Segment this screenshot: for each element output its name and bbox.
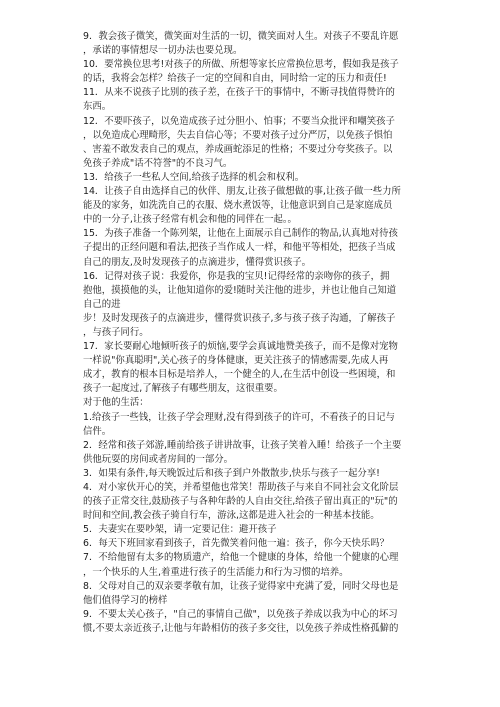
text-line: 自己的朋友,及时发现孩子的点滴进步，懂得赏识孩子。: [83, 256, 311, 268]
text-line: ，以免造成心理畸形，失去自信心等；不要对孩子过分严厉，以免孩子惧怕: [83, 129, 393, 141]
text-line: 惯,不要太亲近孩子,让他与年龄相仿的孩子多交往，以免孩子养成性格孤僻的: [83, 622, 399, 634]
document-body: [83, 30, 460, 636]
text-line: 对于他的生活：: [83, 397, 149, 409]
text-line: 时间和空间,教会孩子骑自行车，游泳,这都是进入社会的一种基本技能。: [83, 510, 380, 522]
text-line: 9．不要太关心孩子，"自己的事情自己做"，以免孩子养成以我为中心的坏习: [83, 608, 398, 620]
text-line: 7．不给他留有太多的物质遗产，给他一个健康的身体，给他一个健康的心理: [83, 552, 399, 564]
text-line: ，与孩子同行。: [83, 326, 149, 338]
text-line: 供他玩耍的房间或者房间的一部分。: [83, 453, 234, 465]
text-line: 孩子一起度过,了解孩子有哪些朋友，这很重要。: [83, 383, 283, 395]
text-line: 14．让孩子自由选择自己的伙伴、朋友,让孩子做想做的事,让孩子做一些力所: [83, 186, 401, 198]
text-line: 中的一分子,让孩子经常有机会和他的同伴在一起。。: [83, 214, 297, 226]
text-line: 12．不要吓孩子，以免造成孩子过分胆小、怕事；不要当众批评和嘲笑孩子: [83, 115, 395, 127]
text-line: 、害羞不敢发表自己的观点，养成画蛇添足的性格；不要过分夸奖孩子。以: [83, 143, 393, 155]
text-line: 自己的进: [83, 298, 121, 310]
text-line: 8．父母对自己的双亲要孝敬有加，让孩子觉得家中充满了爱，同时父母也是: [83, 580, 399, 592]
text-line: 11．从来不说孩子比别的孩子差，在孩子干的事情中，不断寻找值得赞许的: [83, 87, 395, 99]
text-line: 17．家长要耐心地倾听孩子的烦恼,要学会真诚地赞美孩子，而不是像对宠物: [83, 341, 398, 353]
text-line: 步！及时发现孩子的点滴进步，懂得赏识孩子,多与孩子孩子沟通，了解孩子: [83, 312, 396, 324]
text-line: 10．要常换位思考!对孩子的所做、所想等家长应常换位思考，假如我是孩子: [83, 59, 399, 71]
text-line: 2．经常和孩子郊游,睡前给孩子讲讲故事，让孩子笑着入睡！给孩子一个主要: [83, 439, 402, 451]
text-line: 6．每天下班回家看到孩子，首先微笑着问他一遍：孩子，你今天快乐吗？: [83, 538, 389, 550]
text-line: 东西。: [83, 101, 112, 113]
text-line: 子提出的正经问题和看法,把孩子当作成人一样，和他平等相处，把孩子当成: [83, 242, 396, 254]
text-line: 9．教会孩子微笑，微笑面对生活的一切，微笑面对人生。对孩子不要乱许愿: [83, 31, 399, 42]
text-line: 3．如果有条件,每天晚饭过后和孩子到户外散散步,快乐与孩子一起分享!: [83, 467, 380, 479]
text-line: 16．记得对孩子说：我爱你，你是我的宝贝!记得经常的亲吻你的孩子，拥: [83, 270, 390, 282]
text-line: 抱他，摸摸他的头，让他知道你的爱!随时关注他的进步，并也让他自己知道: [83, 284, 397, 296]
text-line: 信件。: [83, 425, 112, 437]
text-line: 5．夫妻实在要吵架，请一定要记住：避开孩子: [83, 524, 277, 536]
text-line: ，承诺的事情想尽一切办法也要兑现。: [83, 45, 243, 57]
text-line: 能及的家务，如洗洗自己的衣服、烧水煮饭等，让他意识到自己是家庭成员: [83, 200, 393, 212]
text-line: 4．对小家伙开心的笑，并希望他也常笑！帮助孩子与来自不同社会文化阶层: [83, 482, 399, 493]
text-line: 1.给孩子一些钱，让孩子学会理财,没有得到孩子的许可，不看孩子的日记与: [83, 411, 395, 423]
text-line: 的孩子正常交往,鼓励孩子与各种年龄的人自由交往,给孩子留出真正的"玩"的: [83, 496, 398, 508]
text-line: 一样说"你真聪明",关心孩子的身体健康，更关注孩子的情感需要,先成人再: [83, 355, 389, 367]
text-line: ，一个快乐的人生,着重进行孩子的生活能力和行为习惯的培养。: [83, 566, 349, 578]
text-line: 13．给孩子一些私人空间,给孩子选择的机会和权利。: [83, 171, 305, 183]
text-line: 成才，教育的根本目标是培养人，一个健全的人,在生活中创设一些困境，和: [83, 369, 396, 381]
text-line: 他们值得学习的榜样: [83, 594, 168, 606]
text-line: 的话，我将会怎样？给孩子一定的空间和自由，同时给一定的压力和责任!: [83, 73, 387, 85]
text-line: 免孩子养成"话不符誉"的不良习气。: [83, 157, 233, 169]
text-line: 15．为孩子准备一个陈列架，让他在上面展示自己制作的物品,认真地对待孩: [83, 228, 398, 240]
